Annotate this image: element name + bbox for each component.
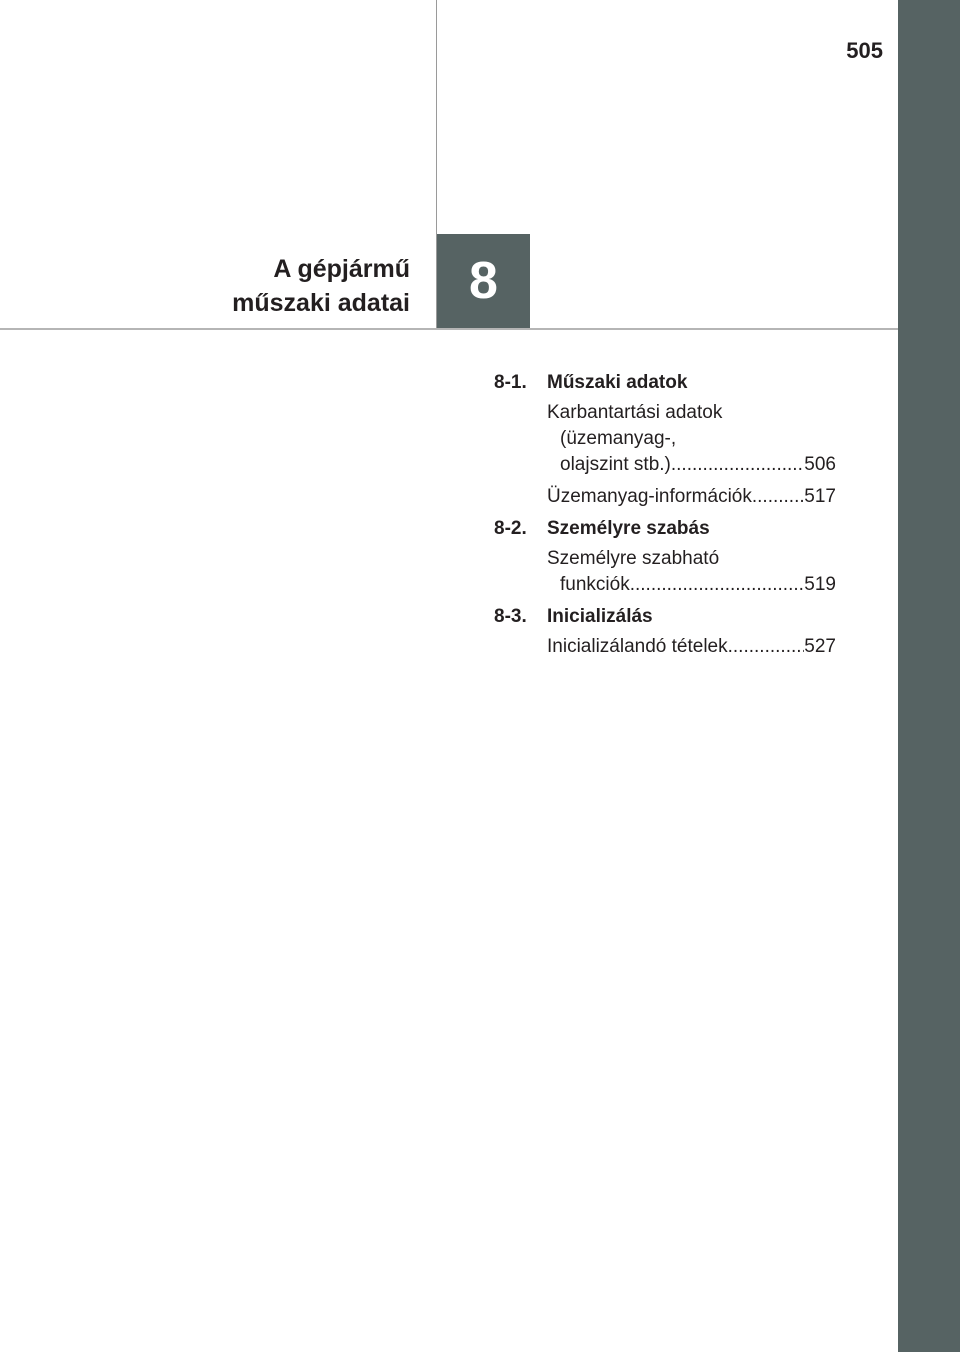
toc-section-8-3: [494, 604, 836, 660]
section-number: 8-1.: [494, 372, 527, 393]
section-title: Műszaki adatok: [547, 372, 688, 393]
section-title: Inicializálás: [547, 606, 653, 627]
entry-page: 517: [804, 486, 836, 507]
dot-leader: [752, 484, 804, 510]
toc-section-heading[interactable]: [494, 604, 836, 630]
section-number: 8-3.: [494, 606, 527, 627]
side-tab: [898, 0, 960, 1352]
toc-section-8-1: [494, 370, 836, 510]
dot-leader: [630, 572, 805, 598]
entry-last-line: [547, 634, 836, 660]
entry-line: (üzemanyag-,: [560, 428, 677, 449]
chapter-number-box: 8: [437, 234, 530, 328]
entry-line: funkciók: [560, 574, 630, 595]
chapter-title-line-1: A gépjármű: [273, 255, 410, 283]
toc-section-heading[interactable]: [494, 370, 836, 396]
dot-leader: [671, 452, 804, 478]
toc-entry[interactable]: [547, 546, 836, 598]
toc-entry[interactable]: [547, 400, 836, 478]
toc-section-8-2: [494, 516, 836, 598]
section-number: 8-2.: [494, 518, 527, 539]
toc-entry[interactable]: [547, 484, 836, 510]
entry-line: Karbantartási adatok: [547, 402, 723, 423]
dot-leader: [728, 634, 805, 660]
entry-last-line: [547, 572, 836, 598]
toc-entry[interactable]: [547, 634, 836, 660]
entry-line: Inicializálandó tételek: [547, 636, 728, 657]
toc-section-heading[interactable]: [494, 516, 836, 542]
entry-line: Személyre szabható: [547, 548, 720, 569]
chapter-title: [232, 252, 410, 320]
page-number: 505: [846, 38, 883, 63]
entry-page: 527: [804, 636, 836, 657]
entry-last-line: [547, 452, 836, 478]
entry-last-line: [547, 484, 836, 510]
entry-page: 506: [804, 454, 836, 475]
entry-line: Üzemanyag-információk: [547, 486, 752, 507]
horizontal-divider: [0, 328, 898, 330]
entry-page: 519: [804, 574, 836, 595]
chapter-title-line-2: műszaki adatai: [232, 289, 410, 317]
entry-line: olajszint stb.): [560, 454, 671, 475]
table-of-contents: [494, 370, 836, 666]
section-title: Személyre szabás: [547, 518, 710, 539]
